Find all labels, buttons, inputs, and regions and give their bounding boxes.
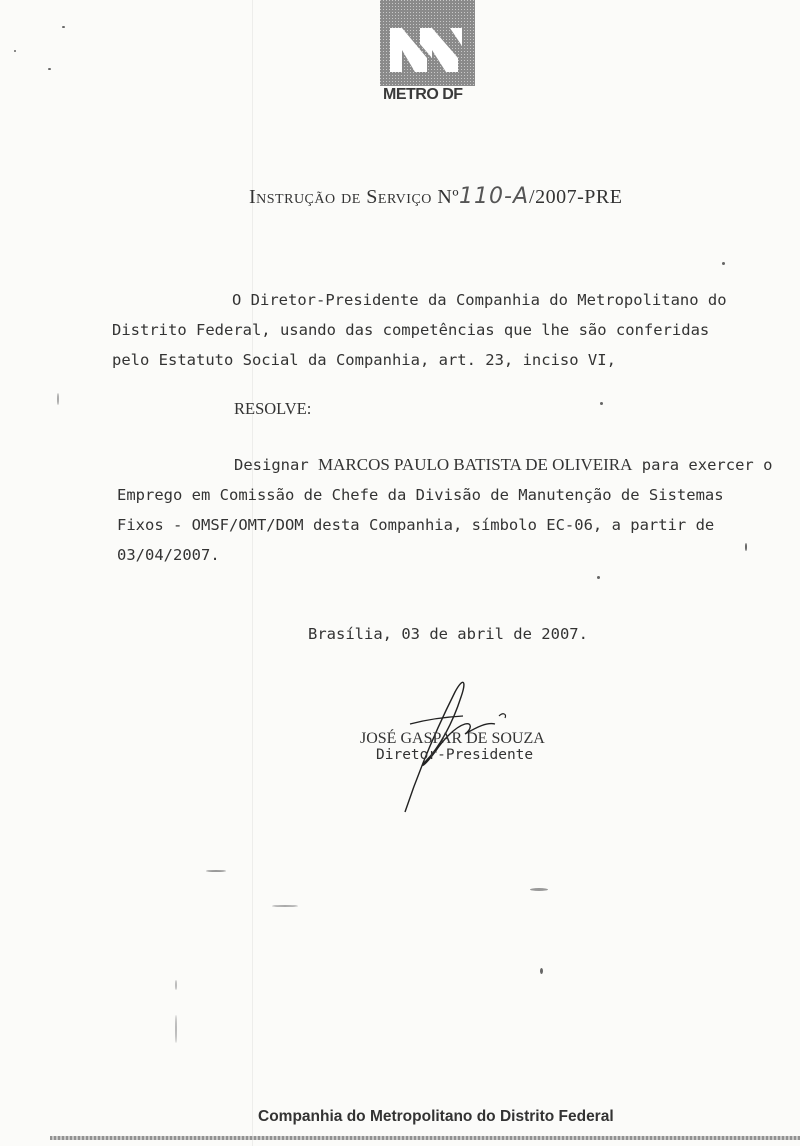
preamble-paragraph [112,285,788,375]
date-line: Brasília, 03 de abril de 2007. [308,625,588,643]
preamble-line: pelo Estatuto Social da Companhia, art. 23, inciso VI, [112,351,616,369]
scan-speck [206,870,226,872]
preamble-line: Distrito Federal, usando das competências que lhe são conferidas [112,321,710,339]
body-line: 03/04/2007. [117,546,220,564]
scan-speck [530,888,548,891]
signatory-role: Diretor-Presidente [376,747,534,763]
scan-speck [540,968,543,974]
scan-speck [272,905,298,907]
scan-speck [14,50,16,52]
scan-speck [175,980,177,990]
body-line: Emprego em Comissão de Chefe da Divisão de Manutenção de Sistemas [117,486,724,504]
scan-fold-line [252,0,253,1146]
title-suffix: 2007-PRE [535,186,623,208]
resolve-heading: RESOLVE: [234,399,312,418]
title-handwritten-number: 110-A [459,184,530,209]
scan-speck [48,68,51,70]
scan-speck [175,1015,177,1043]
document-title: Instrução de Serviço Nº110-A/2007-PRE [249,184,623,209]
body-line: Fixos - OMSF/OMT/DOM desta Companhia, símbolo EC-06, a partir de [117,516,715,534]
scan-speck [62,26,65,28]
title-numero-symbol: Nº [437,186,460,208]
logo-text: METRO DF [383,86,463,103]
body-paragraph [117,450,791,570]
footer-rule [50,1136,800,1140]
scan-speck [597,576,600,579]
scan-speck [57,393,59,405]
title-prefix: Instrução de Serviço [249,186,432,208]
designee-name: MARCOS PAULO BATISTA DE OLIVEIRA [318,455,633,474]
preamble-line: O Diretor-Presidente da Companhia do Metropolitano do [232,291,727,309]
footer-company-name: Companhia do Metropolitano do Distrito Federal [258,1108,614,1125]
metro-df-logo [380,0,475,104]
signatory-name: JOSÉ GASPAR DE SOUZA [360,730,545,747]
body-designar: Designar [234,456,318,474]
scan-speck [600,402,603,405]
body-line-first [117,450,791,480]
scan-speck [722,262,725,265]
body-line1-end: para exercer o [632,456,773,474]
